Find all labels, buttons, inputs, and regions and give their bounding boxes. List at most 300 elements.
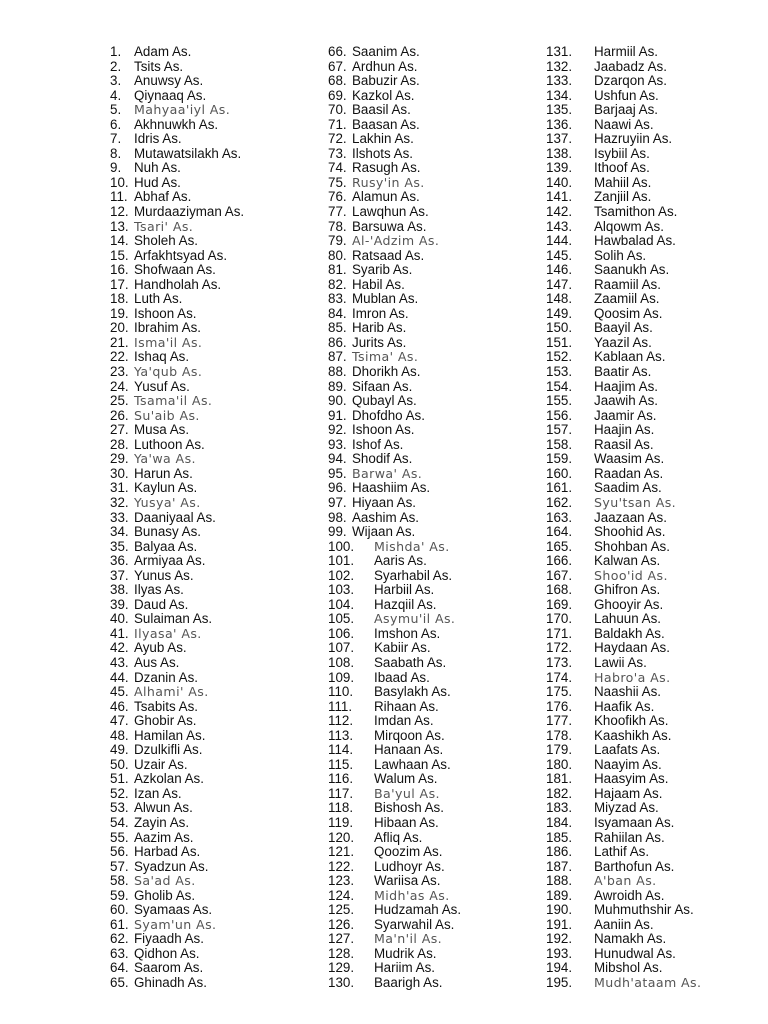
item-number: 111.: [328, 698, 353, 714]
item-number: 92.: [328, 422, 347, 438]
item-name: Mibshol As.: [594, 960, 663, 976]
list-item: [110, 976, 310, 991]
item-name: Kaashikh As.: [594, 727, 672, 743]
list-item: [546, 860, 746, 875]
item-name: Raadan As.: [594, 465, 664, 481]
item-number: 81.: [328, 262, 347, 278]
list-item: [110, 831, 310, 846]
item-name: Daaniyaal As.: [134, 509, 216, 525]
list-item: [328, 161, 528, 176]
item-name: Balyaa As.: [134, 538, 198, 554]
list-item: [110, 714, 310, 729]
item-name: Wijaan As.: [352, 524, 416, 540]
item-name: Sa'ad As.: [134, 873, 196, 889]
item-name: Arfakhtsyad As.: [134, 247, 228, 263]
list-item: [546, 292, 746, 307]
list-item: [110, 409, 310, 424]
item-name: Zaamiil As.: [594, 291, 660, 307]
item-number: 82.: [328, 276, 347, 292]
item-name: A'ban As.: [594, 873, 657, 889]
list-item: [546, 89, 746, 104]
list-item: [328, 511, 528, 526]
item-number: 156.: [546, 407, 573, 423]
item-number: 148.: [546, 291, 573, 307]
item-name: Shoohid As.: [594, 524, 666, 540]
item-name: Saanim As.: [352, 44, 420, 59]
list-item: [110, 743, 310, 758]
item-name: Ishoon As.: [134, 305, 197, 321]
item-number: 48.: [110, 727, 129, 743]
list-item: [328, 772, 528, 787]
item-number: 23.: [110, 364, 129, 380]
item-name: Harbiil As.: [374, 582, 435, 598]
list-item: [110, 656, 310, 671]
list-item: [328, 234, 528, 249]
list-item: [110, 292, 310, 307]
list-item: [110, 860, 310, 875]
list-item: [110, 118, 310, 133]
list-item: [546, 612, 746, 627]
list-item: [110, 569, 310, 584]
item-name: Armiyaa As.: [134, 553, 206, 569]
list-item: [328, 656, 528, 671]
list-item: [328, 350, 528, 365]
list-item: [110, 583, 310, 598]
item-name: Laafats As.: [594, 742, 661, 758]
item-name: Ma'n'il As.: [374, 931, 443, 947]
item-name: Murdaaziyman As.: [134, 204, 245, 220]
item-number: 103.: [328, 582, 355, 598]
item-number: 149.: [546, 305, 573, 321]
list-item: [546, 641, 746, 656]
item-number: 39.: [110, 596, 129, 612]
list-item: [110, 758, 310, 773]
item-number: 152.: [546, 349, 573, 365]
item-name: Mudh'ataam As.: [594, 975, 702, 990]
item-number: 24.: [110, 378, 129, 394]
item-name: Naayim As.: [594, 756, 662, 772]
item-name: Handholah As.: [134, 276, 222, 292]
item-number: 79.: [328, 233, 347, 249]
item-name: Sulaiman As.: [134, 611, 213, 627]
item-number: 163.: [546, 509, 573, 525]
item-number: 15.: [110, 247, 129, 263]
list-item: [328, 481, 528, 496]
item-name: Lahuun As.: [594, 611, 662, 627]
item-name: Baldakh As.: [594, 625, 665, 641]
item-number: 45.: [110, 684, 129, 700]
list-item: [546, 700, 746, 715]
item-number: 31.: [110, 480, 129, 496]
item-number: 53.: [110, 800, 129, 816]
item-name: Tsama'il As.: [134, 393, 213, 409]
list-item: [546, 176, 746, 191]
list-item: [546, 831, 746, 846]
item-name: Tsabits As.: [134, 698, 199, 714]
item-name: Alamun As.: [352, 189, 420, 205]
item-name: Hazruyiin As.: [594, 131, 673, 147]
item-name: Ayub As.: [134, 640, 187, 656]
item-name: Ishoon As.: [352, 422, 415, 438]
list-item: [328, 583, 528, 598]
list-item: [546, 874, 746, 889]
item-name: Sholeh As.: [134, 233, 199, 249]
item-name: Hajaam As.: [594, 785, 663, 801]
list-item: [328, 89, 528, 104]
item-name: Ghobir As.: [134, 713, 197, 729]
list-item: [110, 249, 310, 264]
list-item: [328, 525, 528, 540]
list-item: [546, 467, 746, 482]
item-number: 18.: [110, 291, 129, 307]
list-item: [546, 656, 746, 671]
list-item: [110, 147, 310, 162]
list-item: [110, 103, 310, 118]
item-name: Solih As.: [594, 247, 647, 263]
item-number: 30.: [110, 465, 129, 481]
item-number: 121.: [328, 844, 355, 860]
item-number: 33.: [110, 509, 129, 525]
list-item: [110, 801, 310, 816]
list-item: [328, 641, 528, 656]
item-name: Musa As.: [134, 422, 190, 438]
list-item: [546, 132, 746, 147]
list-item: [110, 903, 310, 918]
list-item: [328, 132, 528, 147]
item-name: Daud As.: [134, 596, 189, 612]
item-number: 61.: [110, 916, 129, 932]
list-item: [110, 307, 310, 322]
item-number: 93.: [328, 436, 347, 452]
item-number: 109.: [328, 669, 355, 685]
item-number: 136.: [546, 116, 573, 132]
item-name: Mudrik As.: [374, 945, 437, 961]
item-number: 117.: [328, 785, 354, 801]
item-name: Hud As.: [134, 174, 181, 190]
item-number: 5.: [110, 102, 122, 118]
item-number: 188.: [546, 873, 573, 889]
list-item: [546, 45, 746, 60]
item-name: Mirqoon As.: [374, 727, 445, 743]
item-name: Saanukh As.: [594, 262, 670, 278]
list-item: [546, 365, 746, 380]
item-name: Anuwsy As.: [134, 73, 204, 89]
item-name: Alhami' As.: [134, 684, 209, 700]
list-item: [328, 758, 528, 773]
item-name: Harbad As.: [134, 844, 201, 860]
item-name: Hamilan As.: [134, 727, 206, 743]
item-number: 174.: [546, 669, 573, 685]
list-item: [546, 60, 746, 75]
item-number: 10.: [110, 174, 129, 190]
item-name: Aashim As.: [352, 509, 419, 525]
item-name: Jaazaan As.: [594, 509, 667, 525]
list-item: [546, 918, 746, 933]
item-name: Miyzad As.: [594, 800, 659, 816]
item-name: Aaniin As.: [594, 916, 654, 932]
list-item: [110, 496, 310, 511]
list-item: [546, 438, 746, 453]
list-item: [110, 89, 310, 104]
item-number: 9.: [110, 160, 122, 176]
list-item: [546, 394, 746, 409]
item-name: Babuzir As.: [352, 73, 420, 89]
list-item: [110, 350, 310, 365]
item-name: Ushfun As.: [594, 87, 659, 103]
list-item: [546, 976, 746, 991]
item-name: Tsamithon As.: [594, 204, 678, 220]
item-number: 120.: [328, 829, 355, 845]
item-number: 57.: [110, 858, 129, 874]
item-name: Dzanin As.: [134, 669, 199, 685]
list-item: [546, 409, 746, 424]
item-name: Naawi As.: [594, 116, 654, 132]
list-item: [110, 889, 310, 904]
item-name: Kablaan As.: [594, 349, 666, 365]
list-column-2: [328, 45, 528, 991]
item-number: 185.: [546, 829, 573, 845]
item-name: Hanaan As.: [374, 742, 444, 758]
item-number: 137.: [546, 131, 573, 147]
item-number: 178.: [546, 727, 573, 743]
item-name: Syarib As.: [352, 262, 413, 278]
item-name: Midh'as As.: [374, 887, 450, 903]
item-name: Ludhoyr As.: [374, 858, 445, 874]
item-name: Ithoof As.: [594, 160, 650, 176]
item-name: Jaawih As.: [594, 393, 659, 409]
list-item: [328, 45, 528, 60]
item-number: 171.: [546, 625, 573, 641]
item-name: Syadzun As.: [134, 858, 209, 874]
item-name: Sifaan As.: [352, 378, 413, 394]
list-item: [110, 700, 310, 715]
list-item: [110, 380, 310, 395]
list-item: [546, 903, 746, 918]
item-name: Ghifron As.: [594, 582, 661, 598]
item-number: 164.: [546, 524, 573, 540]
item-name: Haajin As.: [594, 422, 655, 438]
item-name: Rasugh As.: [352, 160, 421, 176]
list-item: [546, 220, 746, 235]
item-number: 36.: [110, 553, 129, 569]
item-name: Ilshots As.: [352, 145, 414, 161]
item-number: 180.: [546, 756, 573, 772]
item-number: 85.: [328, 320, 347, 336]
list-item: [328, 845, 528, 860]
list-item: [110, 961, 310, 976]
list-item: [328, 380, 528, 395]
item-name: Ishof As.: [352, 436, 404, 452]
item-name: Luth As.: [134, 291, 183, 307]
item-number: 56.: [110, 844, 129, 860]
item-number: 27.: [110, 422, 129, 438]
item-name: Alwun As.: [134, 800, 193, 816]
item-number: 143.: [546, 218, 573, 234]
item-name: Shofwaan As.: [134, 262, 216, 278]
item-name: Awroidh As.: [594, 887, 665, 903]
list-item: [328, 554, 528, 569]
item-number: 40.: [110, 611, 129, 627]
item-name: Saadim As.: [594, 480, 662, 496]
item-number: 159.: [546, 451, 573, 467]
item-number: 192.: [546, 931, 573, 947]
item-number: 125.: [328, 902, 355, 918]
item-number: 43.: [110, 654, 129, 670]
item-name: Qidhon As.: [134, 945, 200, 961]
item-number: 62.: [110, 931, 129, 947]
item-name: Ba'yul As.: [374, 785, 440, 801]
item-number: 167.: [546, 567, 573, 583]
list-item: [546, 205, 746, 220]
item-name: Isyamaan As.: [594, 814, 675, 830]
item-name: Habil As.: [352, 276, 405, 292]
list-item: [110, 423, 310, 438]
list-item: [328, 714, 528, 729]
list-item: [110, 438, 310, 453]
item-name: Rahiilan As.: [594, 829, 665, 845]
item-name: Ghinadh As.: [134, 975, 207, 990]
list-item: [328, 278, 528, 293]
item-name: Barthofun As.: [594, 858, 675, 874]
item-name: Harmiil As.: [594, 44, 658, 59]
item-number: 172.: [546, 640, 573, 656]
item-name: Saabath As.: [374, 654, 447, 670]
list-item: [546, 103, 746, 118]
list-item: [110, 365, 310, 380]
list-item: [328, 816, 528, 831]
item-number: 42.: [110, 640, 129, 656]
list-item: [546, 452, 746, 467]
item-name: Baasan As.: [352, 116, 420, 132]
list-item: [546, 787, 746, 802]
list-item: [110, 685, 310, 700]
item-number: 78.: [328, 218, 347, 234]
list-item: [110, 467, 310, 482]
item-number: 127.: [328, 931, 355, 947]
item-number: 107.: [328, 640, 355, 656]
item-number: 134.: [546, 87, 573, 103]
list-item: [110, 161, 310, 176]
item-name: Shodif As.: [352, 451, 413, 467]
item-name: Su'aib As.: [134, 407, 200, 423]
item-number: 129.: [328, 960, 355, 976]
list-item: [328, 74, 528, 89]
list-item: [328, 467, 528, 482]
item-number: 154.: [546, 378, 573, 394]
item-number: 35.: [110, 538, 129, 554]
list-item: [328, 336, 528, 351]
item-name: Yunus As.: [134, 567, 194, 583]
list-item: [328, 961, 528, 976]
item-name: Nuh As.: [134, 160, 181, 176]
item-name: Haafik As.: [594, 698, 655, 714]
item-name: Lakhin As.: [352, 131, 414, 147]
item-number: 141.: [546, 189, 573, 205]
list-item: [110, 918, 310, 933]
item-name: Baarigh As.: [374, 975, 443, 990]
item-number: 182.: [546, 785, 573, 801]
list-item: [328, 409, 528, 424]
item-number: 47.: [110, 713, 129, 729]
item-name: Adam As.: [134, 44, 192, 59]
item-number: 76.: [328, 189, 347, 205]
item-number: 74.: [328, 160, 347, 176]
list-item: [546, 511, 746, 526]
list-item: [328, 321, 528, 336]
item-name: Akhnuwkh As.: [134, 116, 219, 132]
list-item: [546, 380, 746, 395]
item-name: Azkolan As.: [134, 771, 204, 787]
item-name: Yusuf As.: [134, 378, 190, 394]
item-name: Ilyasa' As.: [134, 625, 202, 641]
list-item: [110, 234, 310, 249]
item-number: 14.: [110, 233, 129, 249]
item-number: 116.: [328, 771, 354, 787]
list-column-1: [110, 45, 310, 991]
item-number: 63.: [110, 945, 129, 961]
item-number: 170.: [546, 611, 573, 627]
item-name: Lawii As.: [594, 654, 647, 670]
item-name: Raasil As.: [594, 436, 654, 452]
item-number: 54.: [110, 814, 129, 830]
item-name: Walum As.: [374, 771, 438, 787]
item-name: Hawbalad As.: [594, 233, 676, 249]
list-item: [328, 103, 528, 118]
item-name: Lawhaan As.: [374, 756, 451, 772]
item-number: 59.: [110, 887, 129, 903]
list-item: [546, 729, 746, 744]
item-number: 21.: [110, 334, 129, 350]
list-item: [110, 263, 310, 278]
item-number: 187.: [546, 858, 573, 874]
item-number: 75.: [328, 174, 347, 190]
item-number: 166.: [546, 553, 573, 569]
list-item: [328, 874, 528, 889]
item-name: Kalwan As.: [594, 553, 661, 569]
item-number: 3.: [110, 73, 122, 89]
list-item: [546, 350, 746, 365]
item-name: Qoosim As.: [594, 305, 663, 321]
list-item: [546, 961, 746, 976]
item-number: 22.: [110, 349, 129, 365]
item-number: 60.: [110, 902, 129, 918]
item-number: 168.: [546, 582, 573, 598]
item-name: Uzair As.: [134, 756, 188, 772]
list-item: [110, 947, 310, 962]
item-number: 77.: [328, 204, 347, 220]
item-name: Zayin As.: [134, 814, 190, 830]
item-number: 90.: [328, 393, 347, 409]
list-item: [546, 234, 746, 249]
item-number: 105.: [328, 611, 355, 627]
item-number: 96.: [328, 480, 347, 496]
item-name: Mahiil As.: [594, 174, 652, 190]
item-number: 67.: [328, 58, 347, 74]
item-number: 186.: [546, 844, 573, 860]
item-number: 12.: [110, 204, 129, 220]
item-number: 173.: [546, 654, 573, 670]
list-item: [110, 278, 310, 293]
list-item: [328, 496, 528, 511]
item-number: 115.: [328, 756, 354, 772]
list-item: [546, 772, 746, 787]
list-item: [328, 176, 528, 191]
list-item: [546, 74, 746, 89]
list-item: [110, 220, 310, 235]
item-name: Dhorikh As.: [352, 364, 421, 380]
item-number: 132.: [546, 58, 573, 74]
item-name: Zanjiil As.: [594, 189, 652, 205]
